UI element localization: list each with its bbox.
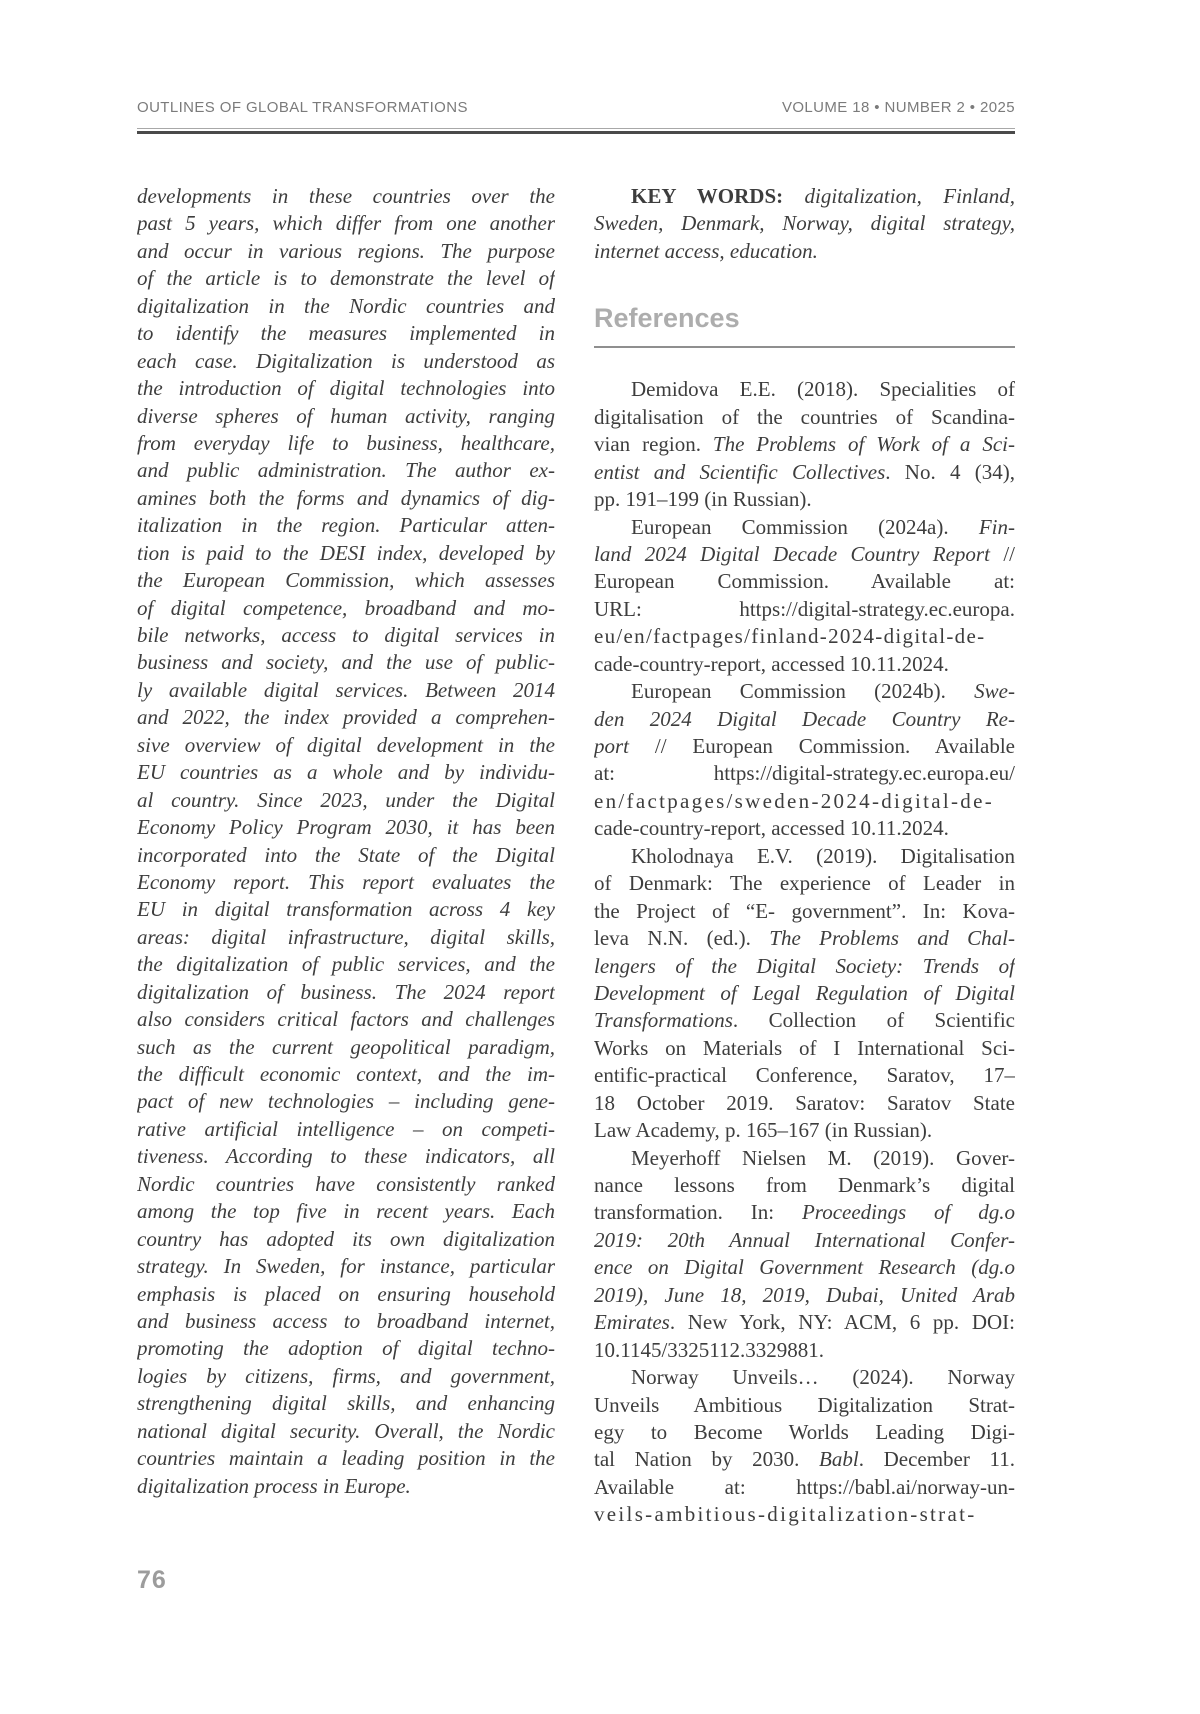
text-line (137, 238, 555, 265)
text-segment: incorporated into the State of the Digital (137, 842, 555, 867)
journal-name: OUTLINES OF GLOBAL TRANSFORMATIONS (137, 99, 468, 116)
text-line (594, 1446, 1015, 1473)
reference-entry (594, 1145, 1015, 1365)
text-segment: from everyday life to business, healthcare, (137, 430, 555, 455)
text-line (594, 843, 1015, 870)
header-rule-thin (137, 128, 1015, 129)
text-line (137, 842, 555, 869)
text-segment: eu/en/factpages/finland-2024-digital-de- (594, 624, 986, 649)
text-line (594, 431, 1015, 458)
text-segment: European Commission (2024a). (631, 514, 979, 539)
text-line (137, 924, 555, 951)
text-segment: the difficult economic context, and the im- (137, 1062, 555, 1086)
references-underline (594, 346, 1015, 348)
text-segment: promoting the adoption of digital techno- (137, 1336, 555, 1361)
volume-issue: VOLUME 18 • NUMBER 2 • 2025 (781, 99, 1015, 116)
text-segment: past 5 years, which differ from one another (137, 211, 555, 236)
text-segment: Development of Legal Regulation of Digital (594, 980, 1015, 1005)
text-line (137, 704, 555, 731)
abstract-column (137, 183, 555, 1500)
text-line (137, 183, 555, 210)
text-segment: // European Commission. Available (629, 734, 1015, 758)
text-line (137, 265, 555, 292)
text-segment: ence on Digital Government Research (dg.o (594, 1255, 1015, 1280)
text-line (137, 1281, 555, 1308)
text-line (594, 980, 1015, 1007)
text-segment: digitalization, Finland, (783, 184, 1015, 208)
text-segment: to identify the measures implemented in (137, 321, 555, 346)
text-segment: Works on Materials of I International Sci- (594, 1035, 1015, 1060)
text-segment: 10.1145/3325112.3329881. (594, 1337, 825, 1362)
text-line (137, 759, 555, 786)
text-segment: Norway Unveils… (2024). Norway (631, 1365, 1015, 1390)
header-rule (137, 128, 1015, 134)
text-segment: of digital competence, broadband and mo- (137, 595, 555, 620)
text-segment: land 2024 Digital Decade Country Report (594, 541, 990, 566)
text-segment: The Problems of Work of a Sci- (712, 432, 1015, 457)
text-line (594, 1062, 1015, 1089)
text-line (137, 1308, 555, 1335)
text-segment: rative artificial intelligence – on competi- (137, 1116, 555, 1141)
text-segment: The Problems and Chal- (769, 926, 1015, 951)
running-head (137, 99, 1015, 117)
text-segment: vian region. (594, 432, 713, 457)
text-line (594, 1337, 1015, 1364)
text-line (594, 1090, 1015, 1117)
text-line (594, 1419, 1015, 1446)
text-line (594, 1227, 1015, 1254)
text-line (594, 1254, 1015, 1281)
text-segment: pp. 191–199 (in Russian). (594, 487, 812, 512)
text-line (137, 293, 555, 320)
text-segment: the digitalization of public services, and the (137, 952, 555, 977)
reference-entry (594, 376, 1015, 513)
text-segment: Unveils Ambitious Digitalization Strat- (594, 1392, 1015, 1417)
text-segment: at: https://digital-strategy.ec.europa.eu/ (594, 761, 1015, 786)
text-segment: Economy Policy Program 2030, it has been (137, 815, 555, 840)
text-segment: European Commission. Available at: (594, 569, 1015, 594)
text-segment: egy to Become Worlds Leading Digi- (594, 1419, 1015, 1444)
text-line (594, 1282, 1015, 1309)
text-segment: Demidova E.E. (2018). Specialities of (631, 377, 1015, 402)
text-line (594, 486, 1015, 513)
text-line (594, 1007, 1015, 1034)
text-segment: and 2022, the index provided a comprehen- (137, 705, 555, 730)
text-line (594, 706, 1015, 733)
text-segment: veils-ambitious-digitalization-strat- (594, 1502, 977, 1527)
text-line (594, 733, 1015, 760)
text-line (137, 1171, 555, 1198)
text-segment: internet access, education. (594, 238, 818, 263)
text-line (137, 1445, 555, 1472)
text-segment: en/factpages/sweden-2024-digital-de- (594, 788, 995, 813)
text-segment: . No. 4 (34), (885, 459, 1015, 484)
text-line (594, 898, 1015, 925)
references-heading: References (594, 303, 740, 334)
text-line (137, 375, 555, 402)
text-line (137, 1088, 555, 1115)
text-line (137, 210, 555, 237)
text-segment: Swe- (974, 679, 1015, 704)
text-segment: the European Commission, which assesses (137, 568, 555, 593)
text-segment: Meyerhoff Nielsen M. (2019). Gover- (631, 1145, 1015, 1170)
text-segment: strategy. In Sweden, for instance, particular (137, 1254, 555, 1279)
text-segment: the introduction of digital technologies into (137, 376, 555, 401)
text-segment: lengers of the Digital Society: Trends of (594, 953, 1015, 978)
text-line (137, 1418, 555, 1445)
text-line (594, 1474, 1015, 1501)
text-line (137, 1061, 555, 1088)
text-line (137, 1143, 555, 1170)
text-segment: each case. Digitalization is understood as (137, 348, 555, 373)
text-line (594, 238, 1015, 265)
text-segment: national digital security. Overall, the Nordic (137, 1418, 555, 1443)
text-line (137, 732, 555, 759)
text-line (137, 1198, 555, 1225)
text-line (137, 787, 555, 814)
text-segment: European Commission (2024b). (631, 679, 975, 704)
text-segment: port (594, 734, 630, 758)
keywords-lines (594, 183, 1015, 265)
text-line (594, 788, 1015, 815)
text-line (594, 1145, 1015, 1172)
page-number: 76 (137, 1566, 167, 1594)
text-segment: logies by citizens, firms, and government, (137, 1363, 555, 1388)
text-segment: cade-country-report, accessed 10.11.2024. (594, 816, 949, 841)
text-segment: // (989, 541, 1015, 566)
text-line (137, 348, 555, 375)
text-line (137, 1226, 555, 1253)
text-segment: among the top five in recent years. Each (137, 1199, 555, 1224)
text-segment: such as the current geopolitical paradigm, (137, 1034, 555, 1059)
text-segment: Economy report. This report evaluates the (137, 869, 555, 894)
text-segment: ly available digital services. Between 2014 (137, 677, 555, 702)
text-line (594, 678, 1015, 705)
text-segment: strengthening digital skills, and enhancing (137, 1391, 555, 1416)
text-line (594, 1035, 1015, 1062)
text-line (137, 979, 555, 1006)
text-line (594, 514, 1015, 541)
text-line (594, 925, 1015, 952)
text-line (594, 651, 1015, 678)
text-segment: Emirates (594, 1310, 670, 1335)
text-line (594, 210, 1015, 237)
text-segment: and public administration. The author ex- (137, 458, 555, 483)
text-line (594, 459, 1015, 486)
text-segment: leva N.N. (ed.). (594, 926, 770, 951)
text-segment: amines both the forms and dynamics of dig- (137, 485, 555, 510)
text-segment: of Denmark: The experience of Leader in (594, 871, 1015, 896)
text-segment: the Project of “E- government”. In: Kova- (594, 898, 1015, 923)
reference-entry (594, 678, 1015, 843)
text-segment: Kholodnaya E.V. (2019). Digitalisation (631, 843, 1015, 868)
text-line (137, 622, 555, 649)
text-line (594, 870, 1015, 897)
text-line (594, 1117, 1015, 1144)
text-segment: Fin- (978, 514, 1015, 539)
text-line (594, 1172, 1015, 1199)
text-line (594, 1309, 1015, 1336)
text-segment: nance lessons from Denmark’s digital (594, 1173, 1015, 1197)
text-segment: Available at: https://babl.ai/norway-un- (594, 1474, 1015, 1499)
text-segment: also considers critical factors and challenges (137, 1007, 555, 1032)
text-line (137, 951, 555, 978)
text-segment: EU countries as a whole and by individu- (137, 760, 555, 785)
text-segment: of the article is to demonstrate the level of (137, 266, 555, 291)
text-line (137, 1335, 555, 1362)
text-line (137, 540, 555, 567)
abstract-paragraph (137, 183, 555, 1500)
text-line (137, 485, 555, 512)
text-segment: Proceedings of dg.o (801, 1200, 1015, 1225)
text-line (137, 1363, 555, 1390)
text-line (137, 1034, 555, 1061)
text-segment: emphasis is placed on ensuring household (137, 1281, 555, 1306)
text-segment: Sweden, Denmark, Norway, digital strategy, (594, 211, 1015, 236)
text-line (594, 623, 1015, 650)
text-segment: . December 11. (858, 1447, 1015, 1472)
header-rule-thick (137, 131, 1015, 134)
text-line (137, 1116, 555, 1143)
text-segment: pact of new technologies – including gene- (137, 1089, 555, 1114)
text-segment: developments in these countries over the (137, 184, 555, 208)
text-line (137, 814, 555, 841)
text-segment: and business access to broadband internet, (137, 1308, 555, 1333)
text-line (594, 404, 1015, 431)
text-segment: EU in digital transformation across 4 key (137, 897, 555, 922)
keywords-paragraph (594, 183, 1015, 265)
text-segment: sive overview of digital development in the (137, 732, 555, 757)
text-line (594, 541, 1015, 568)
text-segment: Nordic countries have consistently ranked (137, 1171, 555, 1196)
text-line (137, 1473, 555, 1500)
text-line (137, 595, 555, 622)
text-line (594, 183, 1015, 210)
text-line (137, 896, 555, 923)
text-segment: countries maintain a leading position in the (137, 1446, 555, 1471)
text-segment: Babl (819, 1447, 859, 1472)
text-segment: entist and Scientific Collectives (594, 459, 886, 484)
text-line (137, 1006, 555, 1033)
text-line (137, 677, 555, 704)
text-segment: 2019: 20th Annual International Confer- (594, 1227, 1015, 1252)
text-segment: tiveness. According to these indicators, all (137, 1144, 555, 1169)
text-line (594, 596, 1015, 623)
reference-entry (594, 514, 1015, 679)
text-segment: al country. Since 2023, under the Digital (137, 787, 555, 812)
references-list (594, 376, 1015, 1528)
text-line (137, 320, 555, 347)
text-segment: entific-practical Conference, Saratov, 17– (594, 1063, 1015, 1088)
text-segment: tal Nation by 2030. (594, 1447, 820, 1472)
text-segment: KEY WORDS: (631, 184, 784, 208)
text-line (594, 1364, 1015, 1391)
text-line (594, 1392, 1015, 1419)
text-segment: digitalization of business. The 2024 report (137, 979, 555, 1004)
text-segment: and occur in various regions. The purpose (137, 238, 555, 263)
text-line (137, 869, 555, 896)
text-segment: . Collection of Scientific (732, 1008, 1015, 1033)
text-segment: digitalisation of the countries of Scandina- (594, 404, 1015, 429)
text-line (594, 568, 1015, 595)
text-segment: . New York, NY: ACM, 6 pp. DOI: (669, 1310, 1015, 1335)
text-segment: diverse spheres of human activity, ranging (137, 403, 555, 428)
text-line (594, 815, 1015, 842)
text-line (137, 649, 555, 676)
text-line (594, 953, 1015, 980)
text-line (594, 760, 1015, 787)
text-line (594, 1199, 1015, 1226)
text-segment: business and society, and the use of public- (137, 650, 555, 675)
text-line (137, 430, 555, 457)
text-segment: areas: digital infrastructure, digital skills, (137, 924, 555, 949)
text-segment: digitalization process in Europe. (137, 1473, 411, 1498)
text-segment: 2019), June 18, 2019, Dubai, United Arab (594, 1282, 1015, 1307)
text-segment: transformation. In: (594, 1200, 802, 1225)
text-line (137, 512, 555, 539)
text-segment: URL: https://digital-strategy.ec.europa. (594, 596, 1015, 621)
text-segment: 18 October 2019. Saratov: Saratov State (594, 1090, 1015, 1115)
text-line (594, 376, 1015, 403)
text-line (594, 1501, 1015, 1528)
text-segment: tion is paid to the DESI index, developed by (137, 540, 555, 565)
text-segment: digitalization in the Nordic countries and (137, 293, 555, 318)
text-segment: Transformations (594, 1008, 733, 1033)
text-line (137, 1253, 555, 1280)
text-segment: cade-country-report, accessed 10.11.2024. (594, 651, 949, 676)
text-segment: Law Academy, p. 165–167 (in Russian). (594, 1118, 933, 1143)
references-column (594, 183, 1015, 1529)
text-segment: den 2024 Digital Decade Country Re- (594, 706, 1015, 731)
text-line (137, 567, 555, 594)
text-segment: bile networks, access to digital services in (137, 623, 555, 647)
text-line (137, 1390, 555, 1417)
text-segment: italization in the region. Particular atten- (137, 513, 555, 538)
text-segment: country has adopted its own digitalization (137, 1226, 555, 1251)
reference-entry (594, 843, 1015, 1145)
text-line (137, 403, 555, 430)
text-line (137, 457, 555, 484)
reference-entry (594, 1364, 1015, 1529)
